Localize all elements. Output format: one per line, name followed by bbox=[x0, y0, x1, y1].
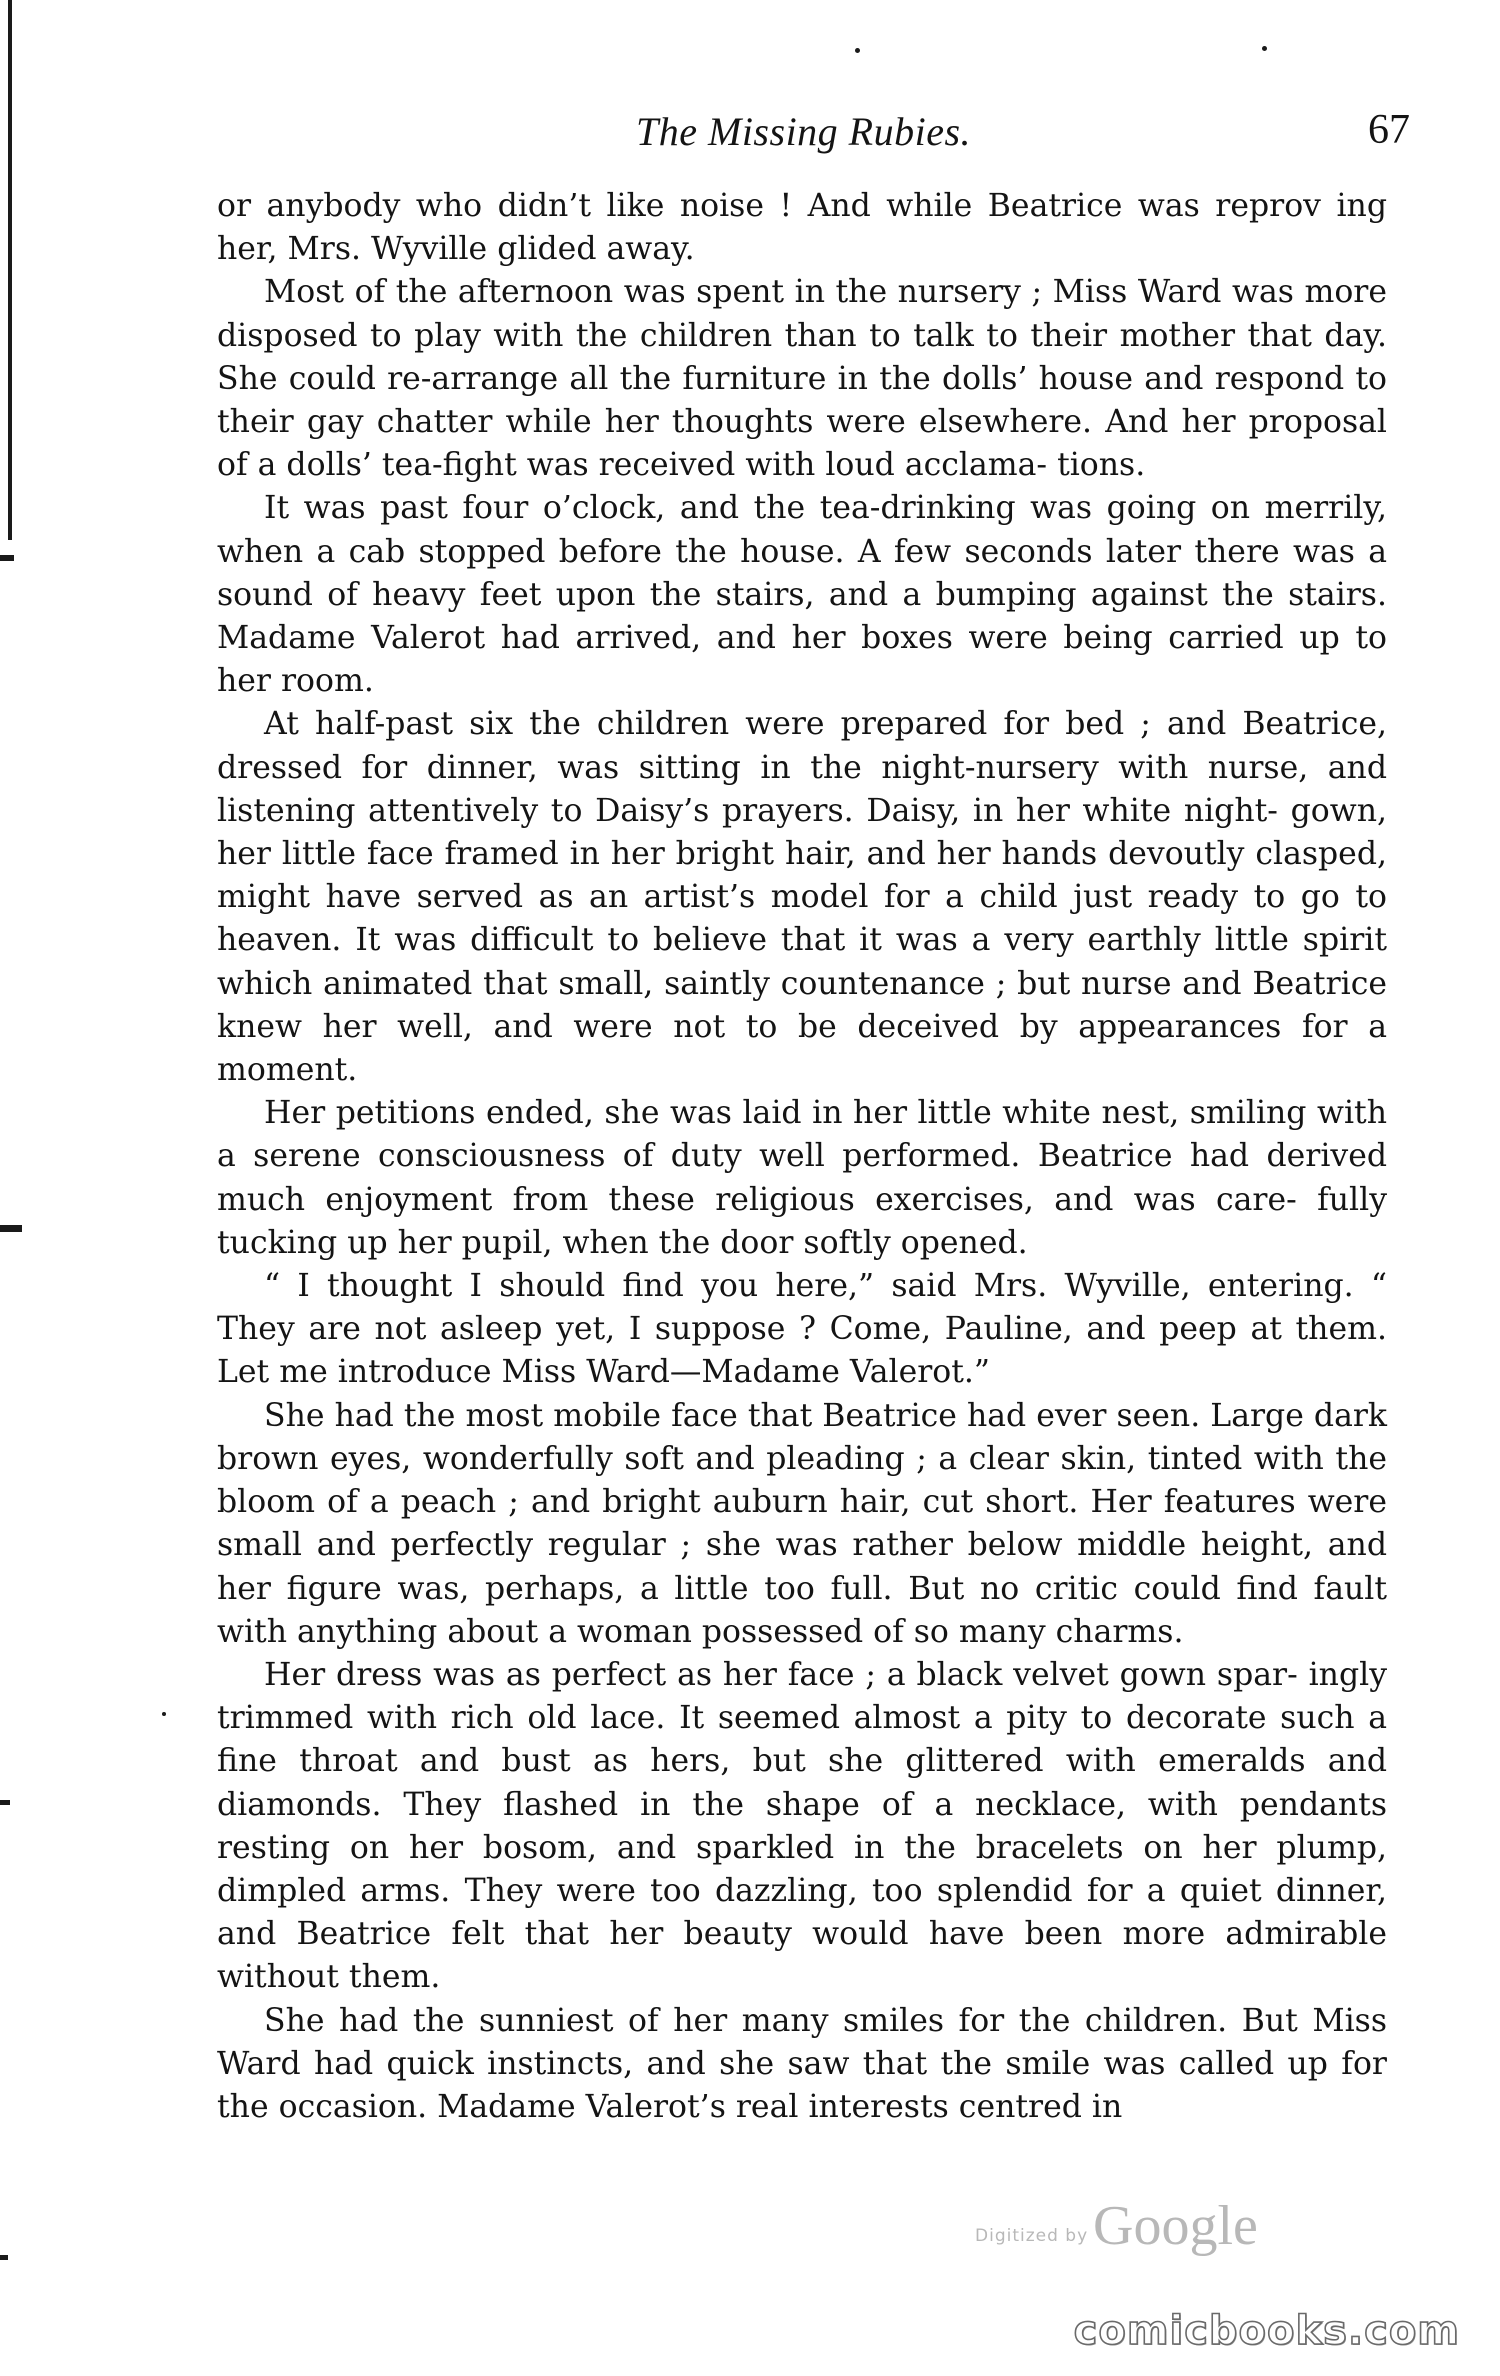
running-title: The Missing Rubies. bbox=[636, 109, 972, 154]
site-watermark: comicbooks.com bbox=[1073, 2308, 1460, 2354]
digitized-label: Digitized by bbox=[975, 2226, 1089, 2246]
google-logo: Google bbox=[1093, 2195, 1258, 2257]
scan-mark bbox=[0, 1225, 22, 1232]
scan-mark bbox=[0, 555, 14, 561]
paragraph: She had the most mobile face that Beatrice had ever seen. Large dark brown eyes, wonderfully soft and pleading ; a clear skin, tinted with the bloom of a peach ; and bright auburn hair, cut short. Her features were small and perfectly regular ; she was rather below middle height, and her figure was, perhaps, a little too full. But no critic could find fault with anything about a woman possessed of so many charms. bbox=[217, 1397, 1387, 1650]
scan-mark bbox=[0, 2255, 8, 2260]
paragraph: or anybody who didn’t like noise ! And while Beatrice was reprov ing her, Mrs. Wyville glided away. bbox=[217, 188, 1387, 268]
scan-dot bbox=[162, 1712, 166, 1716]
paragraph: It was past four o’clock, and the tea-drinking was going on merrily, when a cab stopped before the house. A few seconds later there was a sound of heavy feet upon the stairs, and a bumping against the stairs. Madame Valerot had arrived, and her boxes were being carried up to her room. bbox=[217, 490, 1387, 700]
scan-mark bbox=[0, 1800, 10, 1805]
paragraph: Her petitions ended, she was laid in her little white nest, smiling with a serene consciousness of duty well performed. Beatrice had derived much enjoyment from these religious exercises, and was care- fully tucking up her pupil, when the door softly opened. bbox=[217, 1095, 1387, 1261]
binding-edge bbox=[8, 0, 12, 540]
body-text bbox=[217, 185, 1387, 2129]
paragraph: Most of the afternoon was spent in the nursery ; Miss Ward was more disposed to play with the children than to talk to their mother that day. She could re-arrange all the furniture in the dolls’ house and respond to their gay chatter while her thoughts were elsewhere. And her proposal of a dolls’ tea-fight was received with loud acclama- tions. bbox=[217, 274, 1387, 484]
google-watermark bbox=[975, 2195, 1295, 2260]
page-number: 67 bbox=[1368, 107, 1410, 153]
paragraph: She had the sunniest of her many smiles for the children. But Miss Ward had quick instincts, and she saw that the smile was called up for the occasion. Madame Valerot’s real interests centred in bbox=[217, 2002, 1387, 2125]
page-header bbox=[600, 100, 1410, 160]
scan-dot bbox=[1262, 46, 1267, 51]
paragraph: At half-past six the children were prepared for bed ; and Beatrice, dressed for dinner, was sitting in the night-nursery with nurse, and listening attentively to Daisy’s prayers. Daisy, in her white night- gown, her little face framed in her bright hair, and her hands devoutly clasped, might have served as an artist’s model for a child just ready to go to heaven. It was difficult to believe that it was a very earthly little spirit which animated that small, saintly countenance ; but nurse and Beatrice knew her well, and were not to be deceived by appearances for a moment. bbox=[217, 706, 1387, 1089]
paragraph: Her dress was as perfect as her face ; a black velvet gown spar- ingly trimmed with rich old lace. It seemed almost a pity to decorate such a fine throat and bust as hers, but she glittered with emeralds and diamonds. They flashed in the shape of a necklace, with pendants resting on her bosom, and sparkled in the bracelets on her plump, dimpled arms. They were too dazzling, too splendid for a quiet dinner, and Beatrice felt that her beauty would have been more admirable without them. bbox=[217, 1656, 1387, 1996]
scan-dot bbox=[855, 48, 860, 53]
paragraph: “ I thought I should find you here,” said Mrs. Wyville, entering. “ They are not asleep yet, I suppose ? Come, Pauline, and peep at them. Let me introduce Miss Ward—Madame Valerot.” bbox=[217, 1268, 1387, 1391]
